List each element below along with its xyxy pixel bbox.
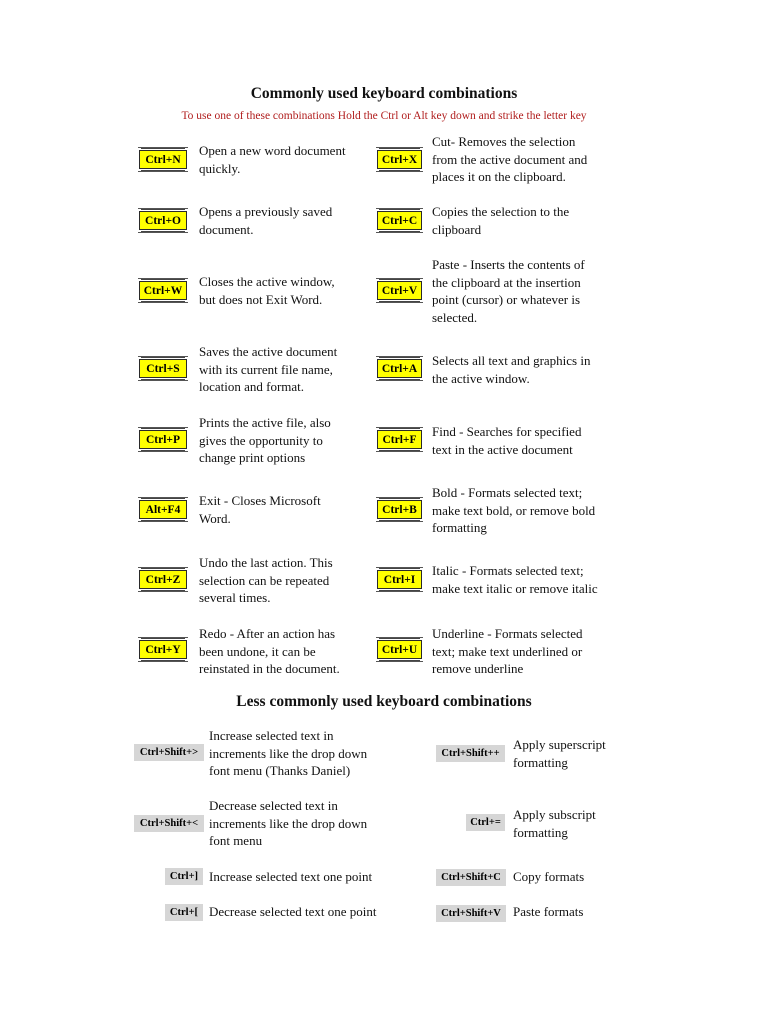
shortcut-description: Paste formats [513,904,584,919]
shortcut-description: Undo the last action. This selection can be repeated several times. [199,555,333,605]
key-ctrl-shift-plus: Ctrl+Shift++ [436,745,505,762]
shortcut-description: Paste - Inserts the contents of the clipboard at the insertion point (cursor) or whatever is selected. [432,257,585,325]
key-ctrl-f: Ctrl+F [377,430,422,449]
key-ctrl-open-bracket: Ctrl+[ [165,904,203,921]
key-ctrl-shift-greater: Ctrl+Shift+> [134,744,204,761]
key-ctrl-close-bracket: Ctrl+] [165,868,203,885]
key-ctrl-w: Ctrl+W [139,281,187,300]
shortcut-description: Copies the selection to the clipboard [432,204,570,237]
key-ctrl-shift-v: Ctrl+Shift+V [436,905,506,922]
key-ctrl-y: Ctrl+Y [139,640,187,659]
shortcut-description: Bold - Formats selected text; make text bold, or remove bold formatting [432,485,596,535]
shortcut-description: Redo - After an action has been undone, it can be reinstated in the document. [199,626,340,676]
key-alt-f4: Alt+F4 [139,500,187,519]
shortcut-description: Opens a previously saved document. [199,204,333,237]
key-ctrl-v: Ctrl+V [377,281,422,300]
key-ctrl-p: Ctrl+P [139,430,187,449]
key-ctrl-shift-less: Ctrl+Shift+< [134,815,204,832]
key-ctrl-x: Ctrl+X [377,150,422,169]
shortcut-description: Selects all text and graphics in the active window. [432,353,591,386]
key-ctrl-u: Ctrl+U [377,640,422,659]
shortcut-description: Open a new word document quickly. [199,143,346,176]
key-ctrl-n: Ctrl+N [139,150,187,169]
key-ctrl-c: Ctrl+C [377,211,422,230]
shortcut-description: Increase selected text one point [209,869,373,884]
key-ctrl-shift-c: Ctrl+Shift+C [436,869,506,886]
key-ctrl-s: Ctrl+S [139,359,187,378]
shortcut-description: Apply superscript formatting [513,737,606,770]
section-title-less-common: Less commonly used keyboard combinations [236,693,532,710]
key-ctrl-equals: Ctrl+= [466,814,505,831]
key-ctrl-b: Ctrl+B [377,500,422,519]
shortcut-description: Copy formats [513,869,585,884]
key-ctrl-i: Ctrl+I [377,570,422,589]
shortcut-description: Italic - Formats selected text; make text italic or remove italic [432,563,598,596]
shortcut-description: Cut- Removes the selection from the active document and places it on the clipboard. [432,134,588,184]
key-ctrl-o: Ctrl+O [139,211,187,230]
shortcut-description: Decrease selected text in increments like the drop down font menu [209,798,368,848]
key-ctrl-z: Ctrl+Z [139,570,187,589]
shortcut-description: Closes the active window, but does not Exit Word. [199,274,335,307]
shortcut-description: Increase selected text in increments like the drop down font menu (Thanks Daniel) [209,728,368,778]
instruction-text: To use one of these combinations Hold the Ctrl or Alt key down and strike the letter key [181,110,587,122]
shortcut-description: Underline - Formats selected text; make text underlined or remove underline [432,626,583,676]
shortcut-description: Decrease selected text one point [209,904,377,919]
section-title-common: Commonly used keyboard combinations [250,85,518,102]
shortcut-description: Exit - Closes Microsoft Word. [199,493,321,526]
shortcut-description: Apply subscript formatting [513,807,596,840]
shortcut-description: Find - Searches for specified text in the active document [432,424,582,457]
shortcut-description: Prints the active file, also gives the opportunity to change print options [199,415,331,465]
key-ctrl-a: Ctrl+A [377,359,422,378]
shortcut-description: Saves the active document with its current file name, location and format. [199,344,338,394]
